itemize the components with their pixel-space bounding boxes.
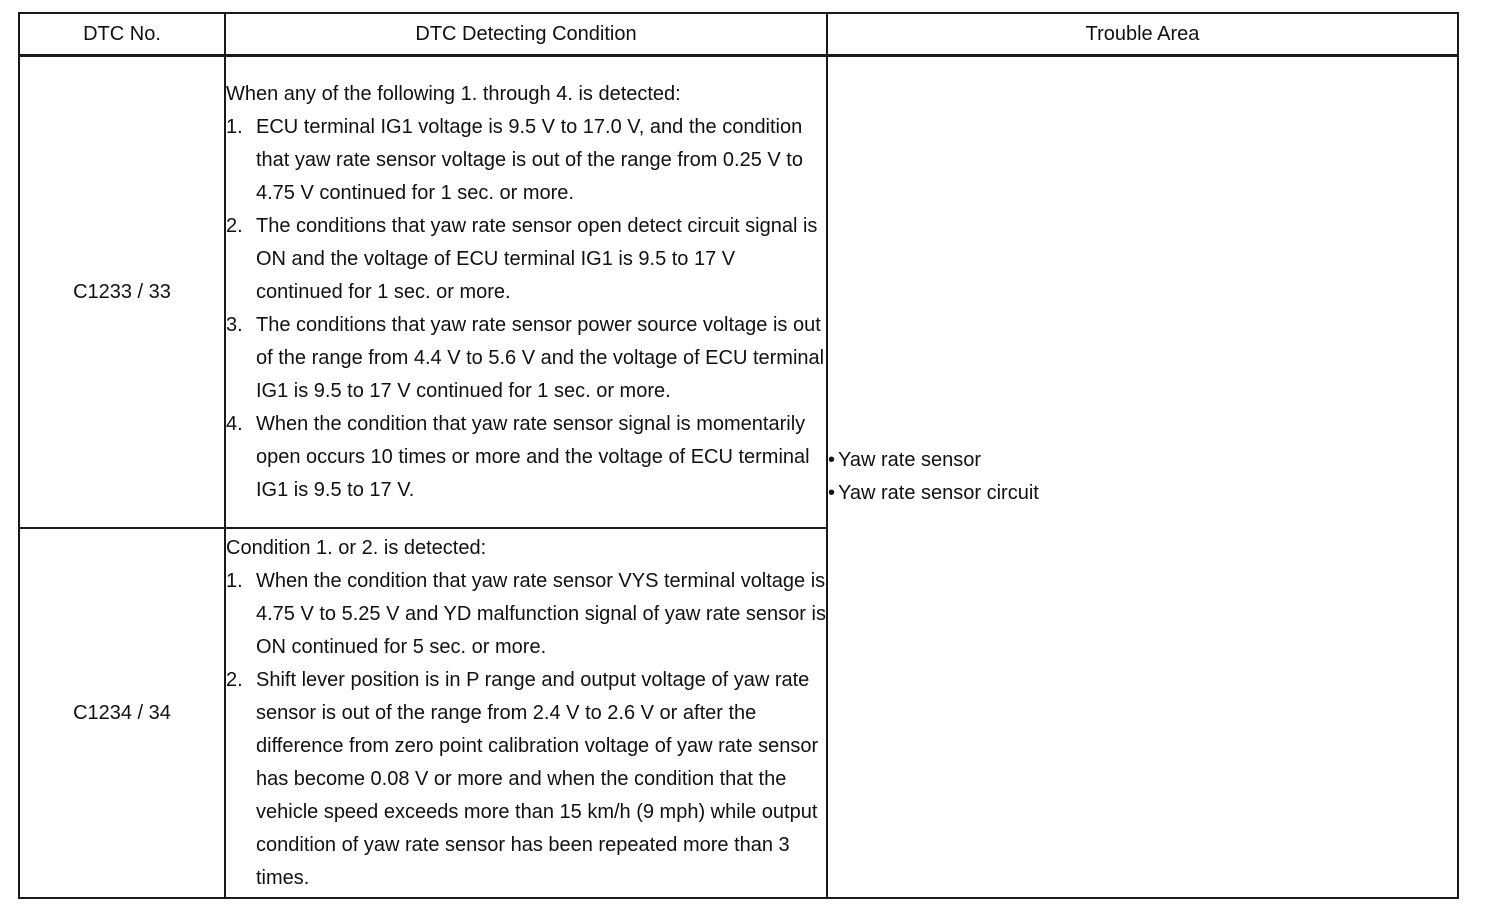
header-trouble-area: Trouble Area [827,13,1458,56]
dtc-code: C1233 / 33 [19,56,225,529]
condition-text: The conditions that yaw rate sensor power source voltage is out of the range from 4.4 V to 5.6 V and the voltage of ECU terminal IG1 is 9.5 to 17 V continued for 1 sec. or more. [256,313,825,402]
condition-number: 4. [226,412,243,435]
condition-number: 2. [226,668,243,691]
condition-intro: Condition 1. or 2. is detected: [226,536,487,559]
condition-number: 3. [226,313,243,336]
dtc-code: C1234 / 34 [19,528,225,898]
condition-number: 1. [226,569,243,592]
condition-list [226,565,826,895]
condition-text: Shift lever position is in P range and output voltage of yaw rate sensor is out of the range from 2.4 V to 2.6 V or after the difference from zero point calibration voltage of yaw rate sensor has become 0.08 V or more and when the condition that the vehicle speed exceeds more than 15 km/h (9 mph) while output condition of yaw rate sensor has been repeated more than 3 times. [256,668,819,889]
condition-number: 1. [226,115,243,138]
condition-text: When the condition that yaw rate sensor signal is momentarily open occurs 10 times or more and the voltage of ECU terminal IG1 is 9.5 to 17 V. [256,412,810,501]
detecting-condition-cell [225,56,827,529]
header-dtc-no: DTC No. [19,13,225,56]
condition-text: ECU terminal IG1 voltage is 9.5 V to 17.0 V, and the condition that yaw rate sensor voltage is out of the range from 0.25 V to 4.75 V continued for 1 sec. or more. [256,115,803,204]
table-row [19,56,1458,529]
header-detecting-condition: DTC Detecting Condition [225,13,827,56]
condition-intro: When any of the following 1. through 4. is detected: [226,82,681,105]
condition-text: The conditions that yaw rate sensor open detect circuit signal is ON and the voltage of ECU terminal IG1 is 9.5 to 17 V continued for 1 sec. or more. [256,214,818,303]
condition-text: When the condition that yaw rate sensor VYS terminal voltage is 4.75 V to 5.25 V and YD malfunction signal of yaw rate sensor is ON continued for 5 sec. or more. [256,569,826,658]
condition-item [226,309,826,408]
dtc-table [18,12,1459,899]
trouble-area-cell [827,56,1458,899]
condition-item [226,210,826,309]
condition-item [226,565,826,664]
header-row [19,13,1458,56]
condition-item [226,664,826,895]
detecting-condition-cell [225,528,827,898]
condition-list [226,111,826,507]
condition-number: 2. [226,214,243,237]
trouble-area-list [828,444,1457,510]
trouble-area-item: • Yaw rate sensor [828,444,1457,477]
trouble-area-item: • Yaw rate sensor circuit [828,477,1457,510]
condition-item [226,111,826,210]
condition-item [226,408,826,507]
